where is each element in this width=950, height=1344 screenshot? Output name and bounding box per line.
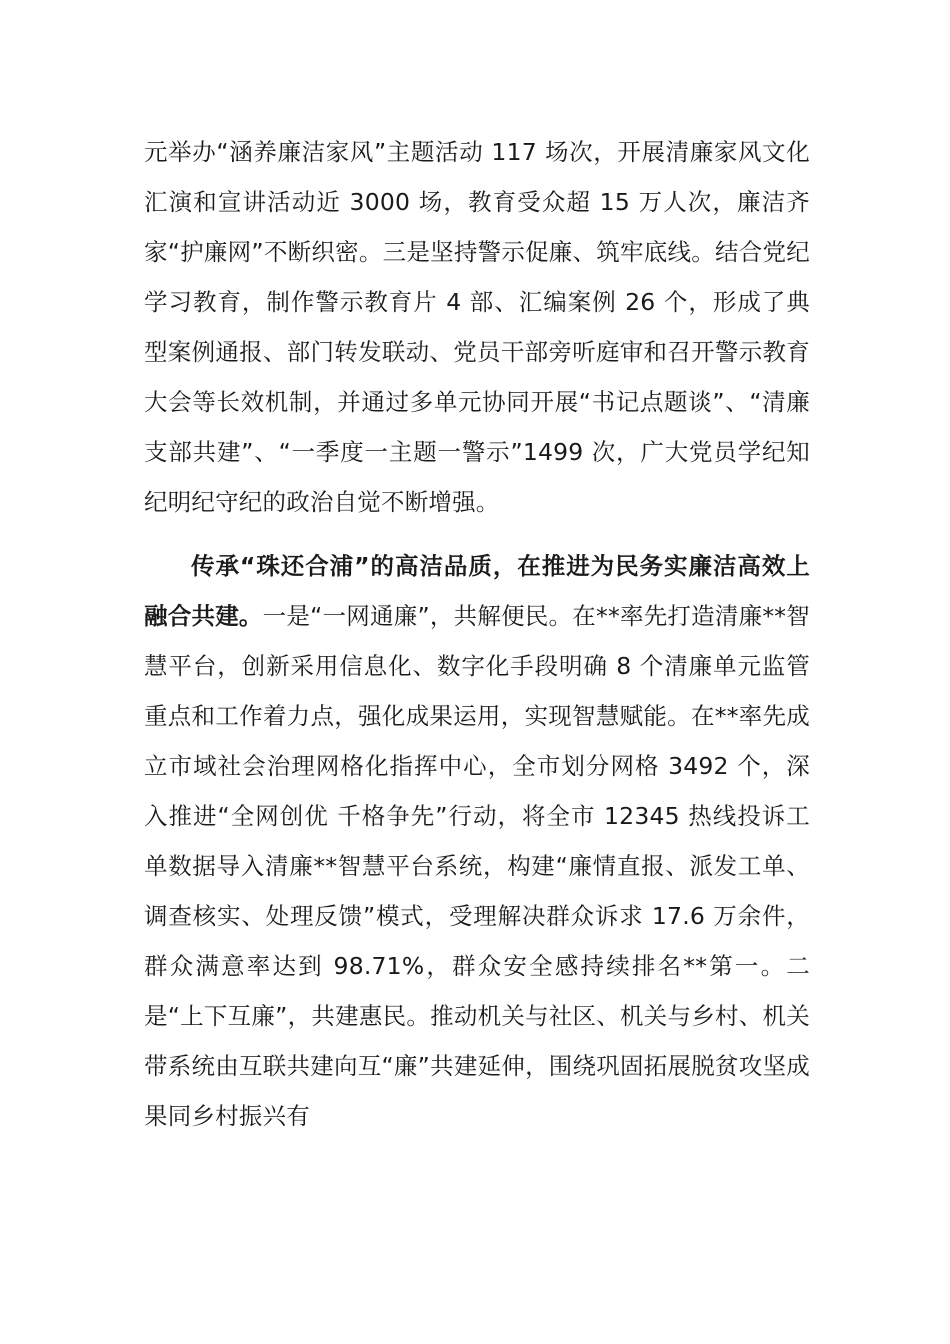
paragraph-2-heading: 传承“珠还合浦”的高洁品质，在推进为民务实廉洁高效上融合共建。 <box>144 552 810 630</box>
paragraph-1-text: 元举办“涵养廉洁家风”主题活动 117 场次，开展清廉家风文化汇演和宣讲活动近 3000 场，教育受众超 15 万人次，廉洁齐家“护廉网”不断织密。三是坚持警示促廉、筑牢底线。结合党纪学习教育，制作警示教育片 4 部、汇编案例 26 个，形成了典型案例通报、部门转发联动、党员干部旁听庭审和召开警示教育大会等长效机制，并通过多单元协同开展“书记点题谈”、“清廉支部共建”、“一季度一主题一警示”1499 次，广大党员学纪知纪明纪守纪的政治自觉不断增强。 <box>144 138 810 516</box>
paragraph-1 <box>144 127 810 527</box>
document-body <box>144 127 810 1141</box>
paragraph-2 <box>144 541 810 1141</box>
paragraph-2-text: 一是“一网通廉”，共解便民。在**率先打造清廉**智慧平台，创新采用信息化、数字化手段明确 8 个清廉单元监管重点和工作着力点，强化成果运用，实现智慧赋能。在**率先成立市域社会治理网格化指挥中心，全市划分网格 3492 个，深入推进“全网创优 千格争先”行动，将全市 12345 热线投诉工单数据导入清廉**智慧平台系统，构建“廉情直报、派发工单、调查核实、处理反馈”模式，受理解决群众诉求 17.6 万余件，群众满意率达到 98.71%，群众安全感持续排名**第一。二是“上下互廉”，共建惠民。推动机关与社区、机关与乡村、机关带系统由互联共建向互“廉”共建延伸，围绕巩固拓展脱贫攻坚成果同乡村振兴有 <box>144 602 810 1130</box>
